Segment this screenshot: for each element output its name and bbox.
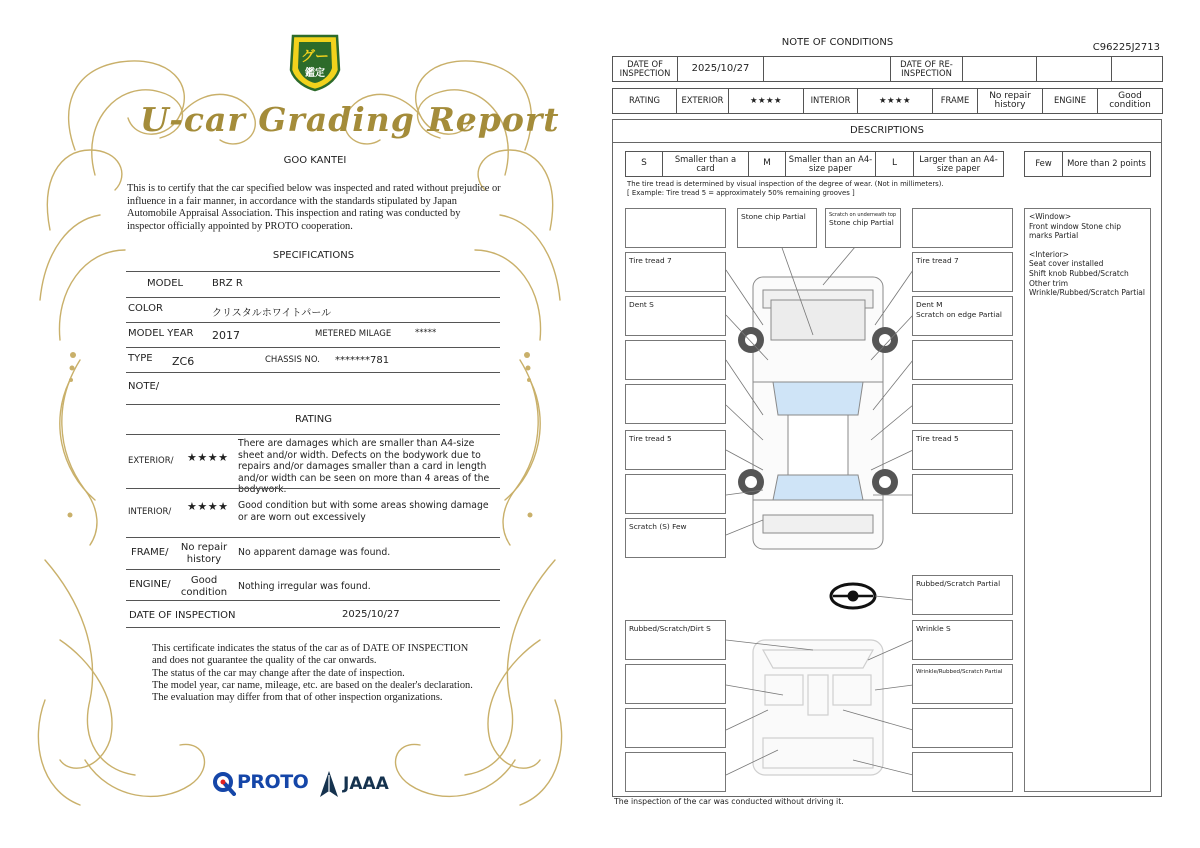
frame-value: No repair history bbox=[180, 542, 228, 565]
divider bbox=[126, 297, 500, 298]
legend-s-desc: Smaller than a card bbox=[663, 152, 749, 177]
steering-wheel bbox=[831, 584, 875, 608]
few-legend-table bbox=[1024, 151, 1151, 177]
conditions-title: NOTE OF CONDITIONS bbox=[781, 37, 894, 48]
exterior-top-view bbox=[753, 277, 883, 549]
engine-label: ENGINE/ bbox=[129, 579, 171, 590]
goo-kantei-badge bbox=[287, 32, 343, 92]
condition-box bbox=[625, 340, 726, 380]
interior-label: INTERIOR/ bbox=[128, 507, 172, 517]
model-value: BRZ R bbox=[212, 278, 243, 289]
note-label: NOTE/ bbox=[128, 381, 160, 392]
footer-line: This certificate indicates the status of the car as of DATE OF INSPECTION and does not guarantee the quality of the car onwards. bbox=[152, 643, 469, 667]
exterior-label: EXTERIOR/ bbox=[128, 456, 174, 466]
frame-label: FRAME/ bbox=[131, 547, 169, 558]
exterior-stars: ★★★★ bbox=[729, 89, 804, 114]
conditions-id: C96225J2713 bbox=[1092, 42, 1160, 53]
date-reinspection-label: DATE OF RE-INSPECTION bbox=[891, 57, 963, 82]
notes-interior-heading: <Interior> bbox=[1029, 249, 1069, 259]
condition-box bbox=[625, 708, 726, 748]
engine-label: ENGINE bbox=[1043, 89, 1098, 114]
rating-table bbox=[612, 88, 1163, 114]
dent-s-box: Dent S bbox=[625, 296, 726, 336]
divider bbox=[126, 347, 500, 348]
condition-box bbox=[912, 208, 1013, 248]
notes-interior-line: Wrinkle/Rubbed/Scratch Partial bbox=[1029, 288, 1145, 298]
underneath-small-label: Scratch on underneath top bbox=[829, 212, 897, 218]
condition-box bbox=[912, 474, 1013, 514]
logo-row bbox=[210, 768, 410, 800]
conditions-footer: The inspection of the car was conducted without driving it. bbox=[614, 797, 844, 806]
legend-few-desc: More than 2 points bbox=[1063, 152, 1151, 177]
legend-few: Few bbox=[1025, 152, 1063, 177]
underneath-box bbox=[825, 208, 901, 248]
date-inspection-value: 2025/10/27 bbox=[678, 57, 764, 82]
dent-m-box bbox=[912, 296, 1013, 336]
condition-box bbox=[625, 752, 726, 792]
dash-box: Rubbed/Scratch/Dirt S bbox=[625, 620, 726, 660]
condition-box bbox=[625, 474, 726, 514]
exterior-description: There are damages which are smaller than A4-size sheet and/or width. Defects on the bodywork due to repairs and/or damages smaller than a card in length and/or width can be seen on more than 4 areas of the bodywork. bbox=[238, 438, 490, 496]
interior-stars: ★★★★ bbox=[858, 89, 933, 114]
certificate-footer bbox=[152, 643, 482, 704]
jaaa-logo-text: JAAA bbox=[343, 774, 389, 794]
scratch-few-box: Scratch (S) Few bbox=[625, 518, 726, 558]
divider bbox=[126, 569, 500, 570]
exterior-stars: ★★★★ bbox=[187, 451, 229, 464]
date-of-inspection-label: DATE OF INSPECTION bbox=[129, 610, 236, 621]
color-value: クリスタルホワイトパール bbox=[212, 308, 332, 319]
stone-chip-box: Stone chip Partial bbox=[737, 208, 817, 248]
footer-line: The status of the car may change after the date of inspection. bbox=[152, 667, 405, 679]
condition-box bbox=[912, 752, 1013, 792]
certificate-title: U-car Grading Report bbox=[140, 100, 560, 139]
specifications-title: SPECIFICATIONS bbox=[272, 250, 355, 261]
proto-logo-text: PROTO bbox=[237, 771, 309, 793]
condition-box bbox=[912, 708, 1013, 748]
notes-interior-line: Seat cover installed bbox=[1029, 259, 1104, 269]
tire-rl-box: Tire tread 5 bbox=[625, 430, 726, 470]
notes-interior-line: Other trim bbox=[1029, 278, 1069, 288]
legend-s: S bbox=[626, 152, 663, 177]
condition-box bbox=[625, 208, 726, 248]
divider bbox=[126, 372, 500, 373]
frame-value: No repair history bbox=[978, 89, 1043, 114]
mileage-label: METERED MILAGE bbox=[315, 329, 392, 339]
scratch-edge-label: Scratch on edge Partial bbox=[916, 309, 1002, 319]
divider bbox=[126, 271, 500, 272]
chassis-value: *******781 bbox=[335, 355, 390, 366]
note-of-conditions bbox=[600, 0, 1200, 848]
frame-description: No apparent damage was found. bbox=[238, 547, 391, 558]
interior-view bbox=[753, 640, 883, 775]
dent-m-label: Dent M bbox=[916, 300, 943, 309]
color-label: COLOR bbox=[128, 303, 163, 314]
divider bbox=[126, 537, 500, 538]
date-of-inspection-value: 2025/10/27 bbox=[342, 609, 400, 620]
legend-m: M bbox=[749, 152, 786, 177]
condition-box bbox=[625, 664, 726, 704]
footer-line: The model year, car name, mileage, etc. are based on the dealer's declaration. bbox=[152, 679, 473, 691]
certificate-subtitle: GOO KANTEI bbox=[283, 155, 347, 166]
divider bbox=[126, 627, 500, 628]
model-year-value: 2017 bbox=[212, 329, 240, 342]
condition-box bbox=[912, 384, 1013, 424]
notes-interior-line: Shift knob Rubbed/Scratch bbox=[1029, 268, 1129, 278]
jaaa-logo-icon bbox=[318, 770, 340, 798]
interior-label: INTERIOR bbox=[804, 89, 858, 114]
type-label: TYPE bbox=[128, 353, 153, 364]
inspection-date-table bbox=[612, 56, 1163, 82]
wrinkle-partial-box: Wrinkle/Rubbed/Scratch Partial bbox=[912, 664, 1013, 704]
frame-label: FRAME bbox=[933, 89, 978, 114]
certificate-intro: This is to certify that the car specified below was inspected and rated without prejudice or influence in a fair manner, in accordance with the standards stipulated by Japan Automobile Appraisal Association. This inspection and rating was conducted by inspector officially appointed by PROTO cooperation. bbox=[127, 183, 501, 233]
descriptions-panel bbox=[612, 119, 1162, 797]
tire-rr-box: Tire tread 5 bbox=[912, 430, 1013, 470]
engine-description: Nothing irregular was found. bbox=[238, 581, 371, 592]
engine-value: Good condition bbox=[180, 575, 228, 598]
divider bbox=[126, 488, 500, 489]
divider bbox=[126, 600, 500, 601]
legend-l: L bbox=[876, 152, 914, 177]
interior-stars: ★★★★ bbox=[187, 500, 229, 513]
rating-title: RATING bbox=[295, 414, 332, 425]
proto-logo-icon bbox=[212, 770, 236, 796]
condition-box bbox=[912, 340, 1013, 380]
empty-cell bbox=[1112, 57, 1163, 82]
spacer bbox=[1029, 241, 1146, 250]
tire-fl-box: Tire tread 7 bbox=[625, 252, 726, 292]
divider bbox=[126, 404, 500, 405]
model-year-label: MODEL YEAR bbox=[128, 328, 194, 339]
exterior-label: EXTERIOR bbox=[677, 89, 729, 114]
svg-text:鑑定: 鑑定 bbox=[305, 68, 325, 79]
wheel-box: Rubbed/Scratch Partial bbox=[912, 575, 1013, 615]
divider bbox=[126, 322, 500, 323]
footer-line: The evaluation may differ from that of other inspection organizations. bbox=[152, 692, 443, 704]
empty-cell bbox=[764, 57, 891, 82]
underneath-value: Stone chip Partial bbox=[829, 218, 894, 227]
model-label: MODEL bbox=[147, 278, 184, 289]
notes-panel bbox=[1024, 208, 1151, 792]
legend-m-desc: Smaller than an A4-size paper bbox=[786, 152, 876, 177]
type-value: ZC6 bbox=[172, 355, 195, 368]
tire-note-line-1: The tire tread is determined by visual inspection of the degree of wear. (Not in millimeters). bbox=[627, 180, 944, 188]
notes-window-heading: <Window> bbox=[1029, 212, 1072, 221]
divider bbox=[126, 434, 500, 435]
descriptions-title: DESCRIPTIONS bbox=[849, 125, 925, 136]
empty-cell bbox=[1037, 57, 1112, 82]
legend-l-desc: Larger than an A4-size paper bbox=[914, 152, 1004, 177]
rating-label: RATING bbox=[613, 89, 677, 114]
engine-value: Good condition bbox=[1098, 89, 1163, 114]
notes-window-text: Front window Stone chip marks Partial bbox=[1029, 221, 1121, 241]
tire-note-line-2: [ Example: Tire tread 5 = approximately 50% remaining grooves ] bbox=[627, 189, 855, 197]
condition-box bbox=[625, 384, 726, 424]
date-inspection-label: DATE OF INSPECTION bbox=[613, 57, 678, 82]
interior-description: Good condition but with some areas showing damage or are worn out excessively bbox=[238, 500, 489, 523]
wrinkle-box: Wrinkle S bbox=[912, 620, 1013, 660]
mileage-value: ***** bbox=[415, 328, 437, 338]
tire-fr-box: Tire tread 7 bbox=[912, 252, 1013, 292]
svg-text:グー: グー bbox=[301, 49, 329, 65]
date-reinspection-value bbox=[963, 57, 1037, 82]
chassis-label: CHASSIS NO. bbox=[265, 355, 320, 365]
